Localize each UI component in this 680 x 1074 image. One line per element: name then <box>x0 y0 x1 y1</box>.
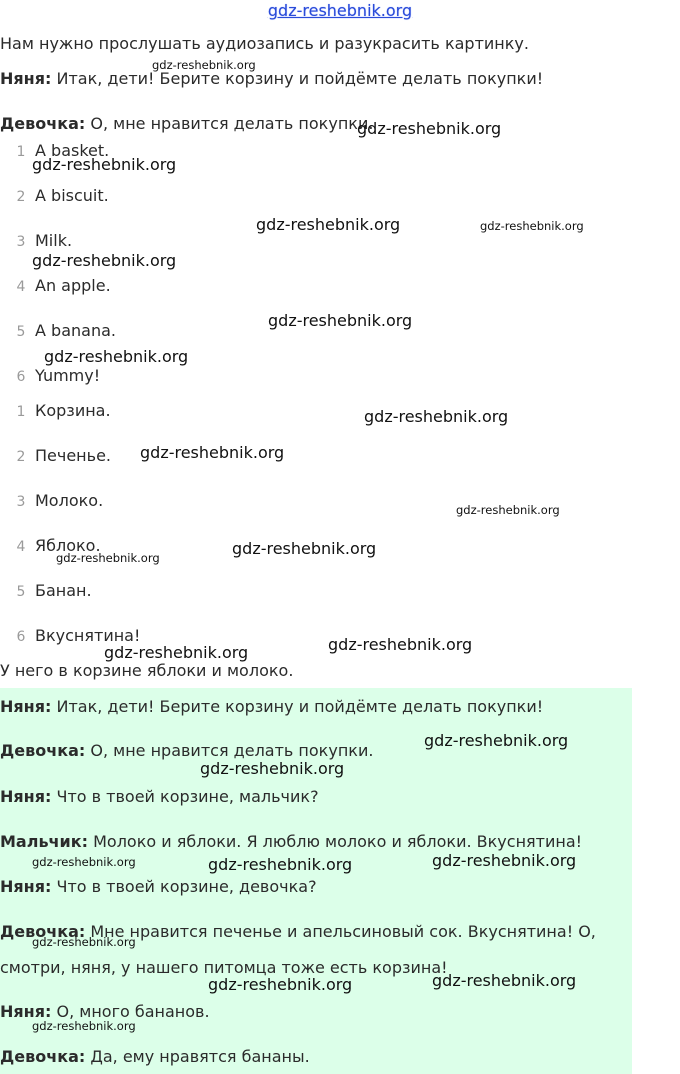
speaker-label: Девочка: <box>0 1047 86 1066</box>
list-number: 2 <box>16 449 26 465</box>
watermark: gdz-reshebnik.org <box>32 251 177 270</box>
speaker-label: Девочка: <box>0 922 86 941</box>
dialogue-line <box>0 69 543 88</box>
watermark: gdz-reshebnik.org <box>208 855 353 874</box>
line-text: О, мне нравится делать покупки. <box>85 741 374 760</box>
list-item: Яблоко. <box>35 536 101 555</box>
watermark: gdz-reshebnik.org <box>424 731 569 750</box>
line-text: смотри, няня, у нашего питомца тоже есть корзина! <box>0 958 448 977</box>
list-item: Yummy! <box>35 366 101 385</box>
line-text: Что в твоей корзине, мальчик? <box>51 787 319 806</box>
list-item: Milk. <box>35 231 73 250</box>
list-number: 1 <box>16 404 26 420</box>
watermark: gdz-reshebnik.org <box>268 311 413 330</box>
list-item: Печенье. <box>35 446 111 465</box>
list-number: 3 <box>16 494 26 510</box>
list-item: A banana. <box>35 321 116 340</box>
watermark: gdz-reshebnik.org <box>357 119 502 138</box>
list-number: 1 <box>16 144 26 160</box>
watermark: gdz-reshebnik.org <box>364 407 509 426</box>
list-item: A biscuit. <box>35 186 109 205</box>
speaker-label: Няня: <box>0 1002 52 1021</box>
line-text: Да, ему нравятся бананы. <box>85 1047 310 1066</box>
dialogue-line <box>0 114 373 133</box>
watermark: gdz-reshebnik.org <box>32 1019 136 1033</box>
watermark: gdz-reshebnik.org <box>32 155 177 174</box>
watermark: gdz-reshebnik.org <box>256 215 401 234</box>
task-intro: Нам нужно прослушать аудиозапись и разукрасить картинку. <box>0 34 529 53</box>
watermark: gdz-reshebnik.org <box>32 855 136 869</box>
watermark: gdz-reshebnik.org <box>104 643 249 662</box>
watermark: gdz-reshebnik.org <box>456 503 560 517</box>
speaker-label: Девочка: <box>0 741 86 760</box>
dialogue-line <box>0 741 373 760</box>
dialogue-line <box>0 787 319 806</box>
list-item: A basket. <box>35 141 110 160</box>
list-number: 3 <box>16 234 26 250</box>
speaker-label: Мальчик: <box>0 832 89 851</box>
dialogue-line <box>0 877 317 896</box>
list-item: Корзина. <box>35 401 111 420</box>
watermark: gdz-reshebnik.org <box>432 851 577 870</box>
list-number: 4 <box>16 279 26 295</box>
watermark: gdz-reshebnik.org <box>200 759 345 778</box>
watermark: gdz-reshebnik.org <box>140 443 285 462</box>
list-item: An apple. <box>35 276 111 295</box>
line-text: Итак, дети! Берите корзину и пойдёмте делать покупки! <box>51 697 544 716</box>
watermark: gdz-reshebnik.org <box>328 635 473 654</box>
list-number: 2 <box>16 189 26 205</box>
line-text: Мне нравится печенье и апельсиновый сок. Вкуснятина! О, <box>85 922 596 941</box>
speaker-label: Няня: <box>0 787 52 806</box>
watermark: gdz-reshebnik.org <box>56 551 160 565</box>
watermark: gdz-reshebnik.org <box>32 935 136 949</box>
line-text: Что в твоей корзине, девочка? <box>51 877 317 896</box>
list-item: Вкуснятина! <box>35 626 141 645</box>
answer-text: У него в корзине яблоки и молоко. <box>0 661 294 680</box>
speaker-label: Няня: <box>0 69 52 88</box>
list-number: 6 <box>16 629 26 645</box>
line-text: О, много бананов. <box>51 1002 210 1021</box>
watermark: gdz-reshebnik.org <box>44 347 189 366</box>
line-text: О, мне нравится делать покупки. <box>85 114 374 133</box>
dialogue-line <box>0 697 543 716</box>
watermark: gdz-reshebnik.org <box>432 971 577 990</box>
speaker-label: Няня: <box>0 877 52 896</box>
list-number: 4 <box>16 539 26 555</box>
dialogue-line <box>0 832 582 851</box>
watermark: gdz-reshebnik.org <box>208 975 353 994</box>
dialogue-line <box>0 1047 310 1066</box>
line-text: Итак, дети! Берите корзину и пойдёмте делать покупки! <box>51 69 544 88</box>
list-number: 5 <box>16 584 26 600</box>
watermark: gdz-reshebnik.org <box>232 539 377 558</box>
speaker-label: Девочка: <box>0 114 86 133</box>
speaker-label: Няня: <box>0 697 52 716</box>
watermark: gdz-reshebnik.org <box>152 58 256 72</box>
watermark: gdz-reshebnik.org <box>480 219 584 233</box>
list-item: Молоко. <box>35 491 104 510</box>
list-number: 5 <box>16 324 26 340</box>
site-header-link[interactable]: gdz-reshebnik.org <box>267 1 413 20</box>
line-text: Молоко и яблоки. Я люблю молоко и яблоки. Вкуснятина! <box>88 832 583 851</box>
list-item: Банан. <box>35 581 92 600</box>
list-number: 6 <box>16 369 26 385</box>
